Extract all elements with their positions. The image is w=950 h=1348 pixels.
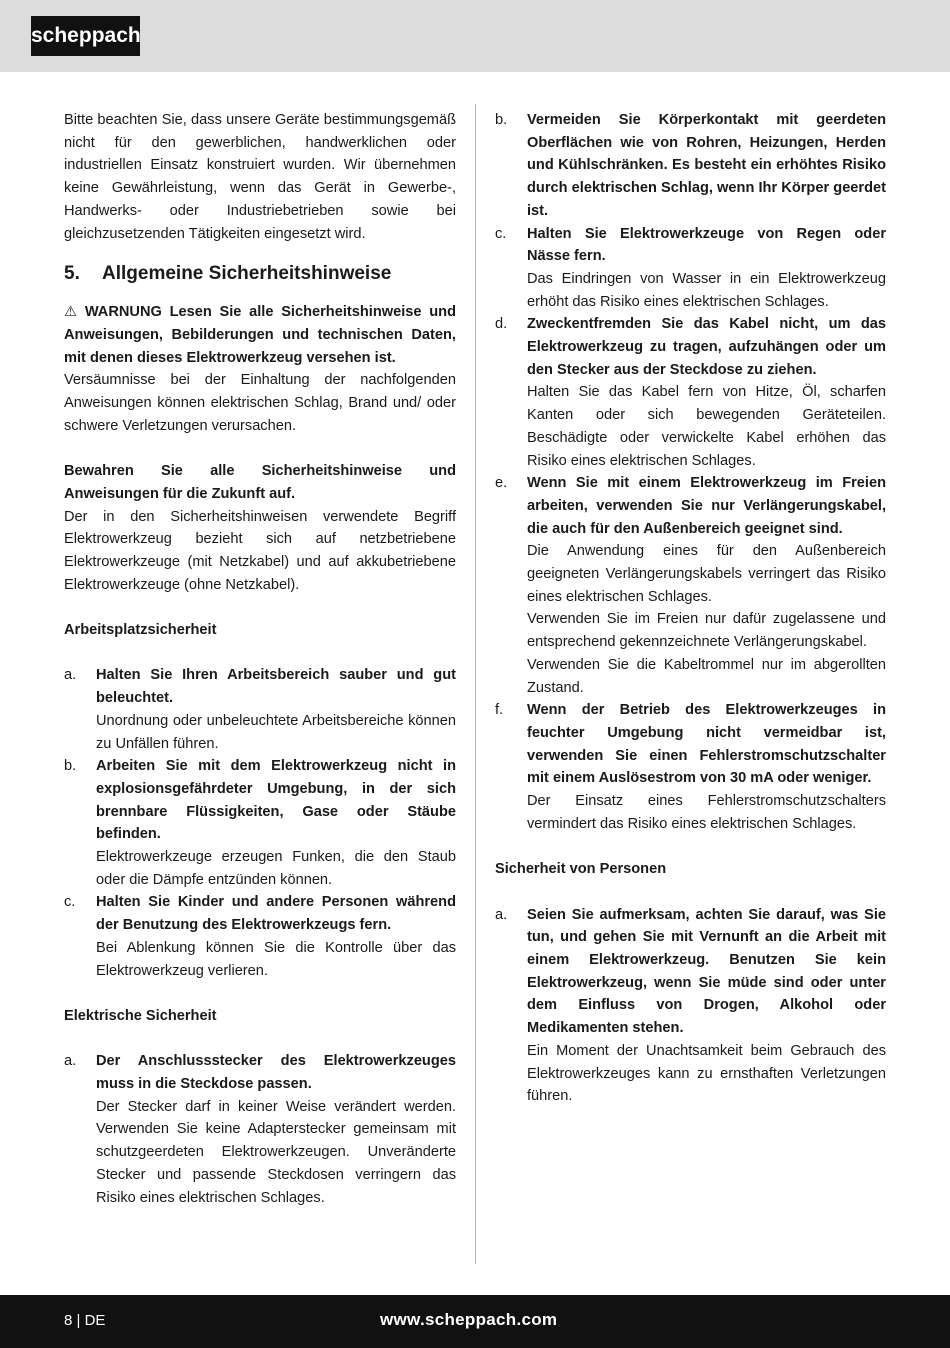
warning-text: Versäumnisse bei der Einhaltung der nachfolgenden Anweisungen können elektrischen Schlag, Brand und/ oder schwere Verletzungen verursachen. bbox=[64, 372, 456, 434]
item-label: b. bbox=[64, 758, 77, 775]
list-item bbox=[495, 313, 886, 472]
page-header bbox=[0, 0, 950, 72]
item-text: Der Einsatz eines Fehlerstromschutzschalters vermindert das Risiko eines elektrischen Schlages. bbox=[527, 793, 886, 832]
page-number: 8 | DE bbox=[64, 1312, 106, 1329]
item-text: Halten Sie das Kabel fern von Hitze, Öl, scharfen Kanten oder sich bewegenden Geräteteilen. Beschädigte oder verwickelte Kabel erhöhen das Risiko eines elektrischen Schlages. bbox=[527, 384, 886, 469]
item-text: Elektrowerkzeuge erzeugen Funken, die den Staub oder die Dämpfe entzünden können. bbox=[96, 849, 456, 888]
list-item bbox=[495, 472, 886, 699]
persons-heading: Sicherheit von Personen bbox=[495, 861, 667, 878]
item-bold: Wenn Sie mit einem Elektrowerkzeug im Freien arbeiten, verwenden Sie nur Verlängerungskabel, die auch für den Außenbereich geeignet sind. bbox=[527, 475, 886, 537]
warning-icon: ⚠ bbox=[64, 304, 78, 321]
list-item bbox=[64, 755, 456, 891]
intro-paragraph: Bitte beachten Sie, dass unsere Geräte bestimmungsgemäß nicht für den gewerblichen, handwerklichen oder industriellen Einsatz konstruiert wurden. Wir übernehmen keine Gewährleistung, wenn das Gerät in Gewerbe-, Handwerks- oder Industriebetrieben sowie bei gleichzusetzenden Tätigkeiten eingesetzt wird. bbox=[64, 112, 456, 242]
item-bold: Vermeiden Sie Körperkontakt mit geerdeten Oberflächen wie von Rohren, Heizungen, Herden und Kühlschränken. Es besteht ein erhöhtes Risiko durch elektrischen Schlag, wenn Ihr Körper geerdet ist. bbox=[527, 112, 886, 219]
electric-heading: Elektrische Sicherheit bbox=[64, 1007, 217, 1024]
right-column bbox=[495, 109, 886, 1108]
item-text: Verwenden Sie die Kabeltrommel nur im abgerollten Zustand. bbox=[527, 656, 886, 696]
list-item bbox=[64, 1050, 456, 1209]
list-item bbox=[64, 664, 456, 755]
item-label: d. bbox=[495, 316, 508, 333]
workplace-heading: Arbeitsplatzsicherheit bbox=[64, 622, 217, 639]
keep-instructions-bold: Bewahren Sie alle Sicherheitshinweise und Anweisungen für die Zukunft auf. bbox=[64, 463, 456, 502]
list-item bbox=[495, 904, 886, 1108]
item-label: c. bbox=[64, 894, 76, 911]
scheppach-logo: scheppach bbox=[31, 16, 140, 56]
warning-bold-text: WARNUNG Lesen Sie alle Sicherheitshinweise und Anweisungen, Bebilderungen und technischen Daten, mit denen dieses Elektrowerkzeug versehen ist. bbox=[64, 304, 456, 366]
item-text: Der Stecker darf in keiner Weise verändert werden. Verwenden Sie keine Adapterstecker gemeinsam mit schutzgeerdeten Elektrowerkzeugen. Unveränderte Stecker und passende Steckdosen verringern das Risiko eines elektrischen Schlages. bbox=[96, 1098, 456, 1206]
item-label: b. bbox=[495, 112, 508, 128]
list-item bbox=[64, 891, 456, 982]
website-url: www.scheppach.com bbox=[380, 1310, 558, 1329]
item-bold: Zweckentfremden Sie das Kabel nicht, um das Elektrowerkzeug zu tragen, aufzuhängen oder um den Stecker aus der Steckdose zu ziehen. bbox=[527, 316, 886, 378]
item-text: Verwenden Sie im Freien nur dafür zugelassene und entsprechend gekennzeichnete Verlängerungskabel. bbox=[527, 611, 886, 651]
item-label: a. bbox=[495, 906, 508, 923]
item-text: Die Anwendung eines für den Außenbereich geeigneten Verlängerungskabels verringert das Risiko eines elektrischen Schlages. bbox=[527, 543, 886, 605]
warning-paragraph bbox=[64, 301, 456, 369]
section-number: 5. bbox=[64, 263, 80, 285]
item-bold: Halten Sie Ihren Arbeitsbereich sauber und gut beleuchtet. bbox=[96, 667, 456, 707]
section-heading bbox=[64, 259, 456, 289]
column-divider bbox=[475, 104, 476, 1264]
item-text: Ein Moment der Unachtsamkeit beim Gebrauch des Elektrowerkzeuges kann zu ernsthaften Verletzungen führen. bbox=[527, 1042, 886, 1105]
item-label: e. bbox=[495, 475, 508, 492]
item-label: c. bbox=[495, 225, 507, 242]
item-label: f. bbox=[495, 702, 504, 719]
list-item bbox=[495, 699, 886, 835]
list-item bbox=[495, 109, 886, 223]
item-text: Unordnung oder unbeleuchtete Arbeitsbereiche können zu Unfällen führen. bbox=[96, 712, 456, 752]
keep-instructions-text: Der in den Sicherheitshinweisen verwendete Begriff Elektrowerkzeug bezieht sich auf netzbetriebene Elektrowerkzeuge (mit Netzkabel) und auf akkubetriebene Elektrowerkzeuge (ohne Netzkabel). bbox=[64, 508, 456, 593]
item-text: Bei Ablenkung können Sie die Kontrolle über das Elektrowerkzeug verlieren. bbox=[96, 939, 456, 979]
left-column bbox=[64, 109, 456, 1209]
list-item bbox=[495, 223, 886, 314]
page-footer bbox=[0, 1295, 950, 1348]
item-bold: Der Anschlussstecker des Elektrowerkzeuges muss in die Steckdose passen. bbox=[96, 1053, 456, 1093]
item-bold: Halten Sie Elektrowerkzeuge von Regen oder Nässe fern. bbox=[527, 225, 886, 265]
item-bold: Wenn der Betrieb des Elektrowerkzeuges in feuchter Umgebung nicht vermeidbar ist, verwenden Sie einen Fehlerstromschutzschalter mit einem Auslösestrom von 30 mA oder weniger. bbox=[527, 702, 886, 787]
item-bold: Halten Sie Kinder und andere Personen während der Benutzung des Elektrowerkzeugs fern. bbox=[96, 894, 456, 934]
item-bold: Arbeiten Sie mit dem Elektrowerkzeug nicht in explosionsgefährdeter Umgebung, in der sich brennbare Flüssigkeiten, Gase oder Stäube befinden. bbox=[96, 758, 456, 843]
item-text: Das Eindringen von Wasser in ein Elektrowerkzeug erhöht das Risiko eines elektrischen Schlages. bbox=[527, 270, 886, 310]
section-title: Allgemeine Sicherheitshinweise bbox=[102, 263, 392, 285]
item-label: a. bbox=[64, 1053, 77, 1070]
item-label: a. bbox=[64, 667, 77, 684]
item-bold: Seien Sie aufmerksam, achten Sie darauf, was Sie tun, und gehen Sie mit Vernunft an die Arbeit mit einem Elektrowerkzeug. Benutzen Sie kein Elektrowerkzeug, wenn Sie müde sind oder unter dem Einfluss von Drogen, Alkohol oder Medikamenten stehen. bbox=[527, 906, 886, 1037]
